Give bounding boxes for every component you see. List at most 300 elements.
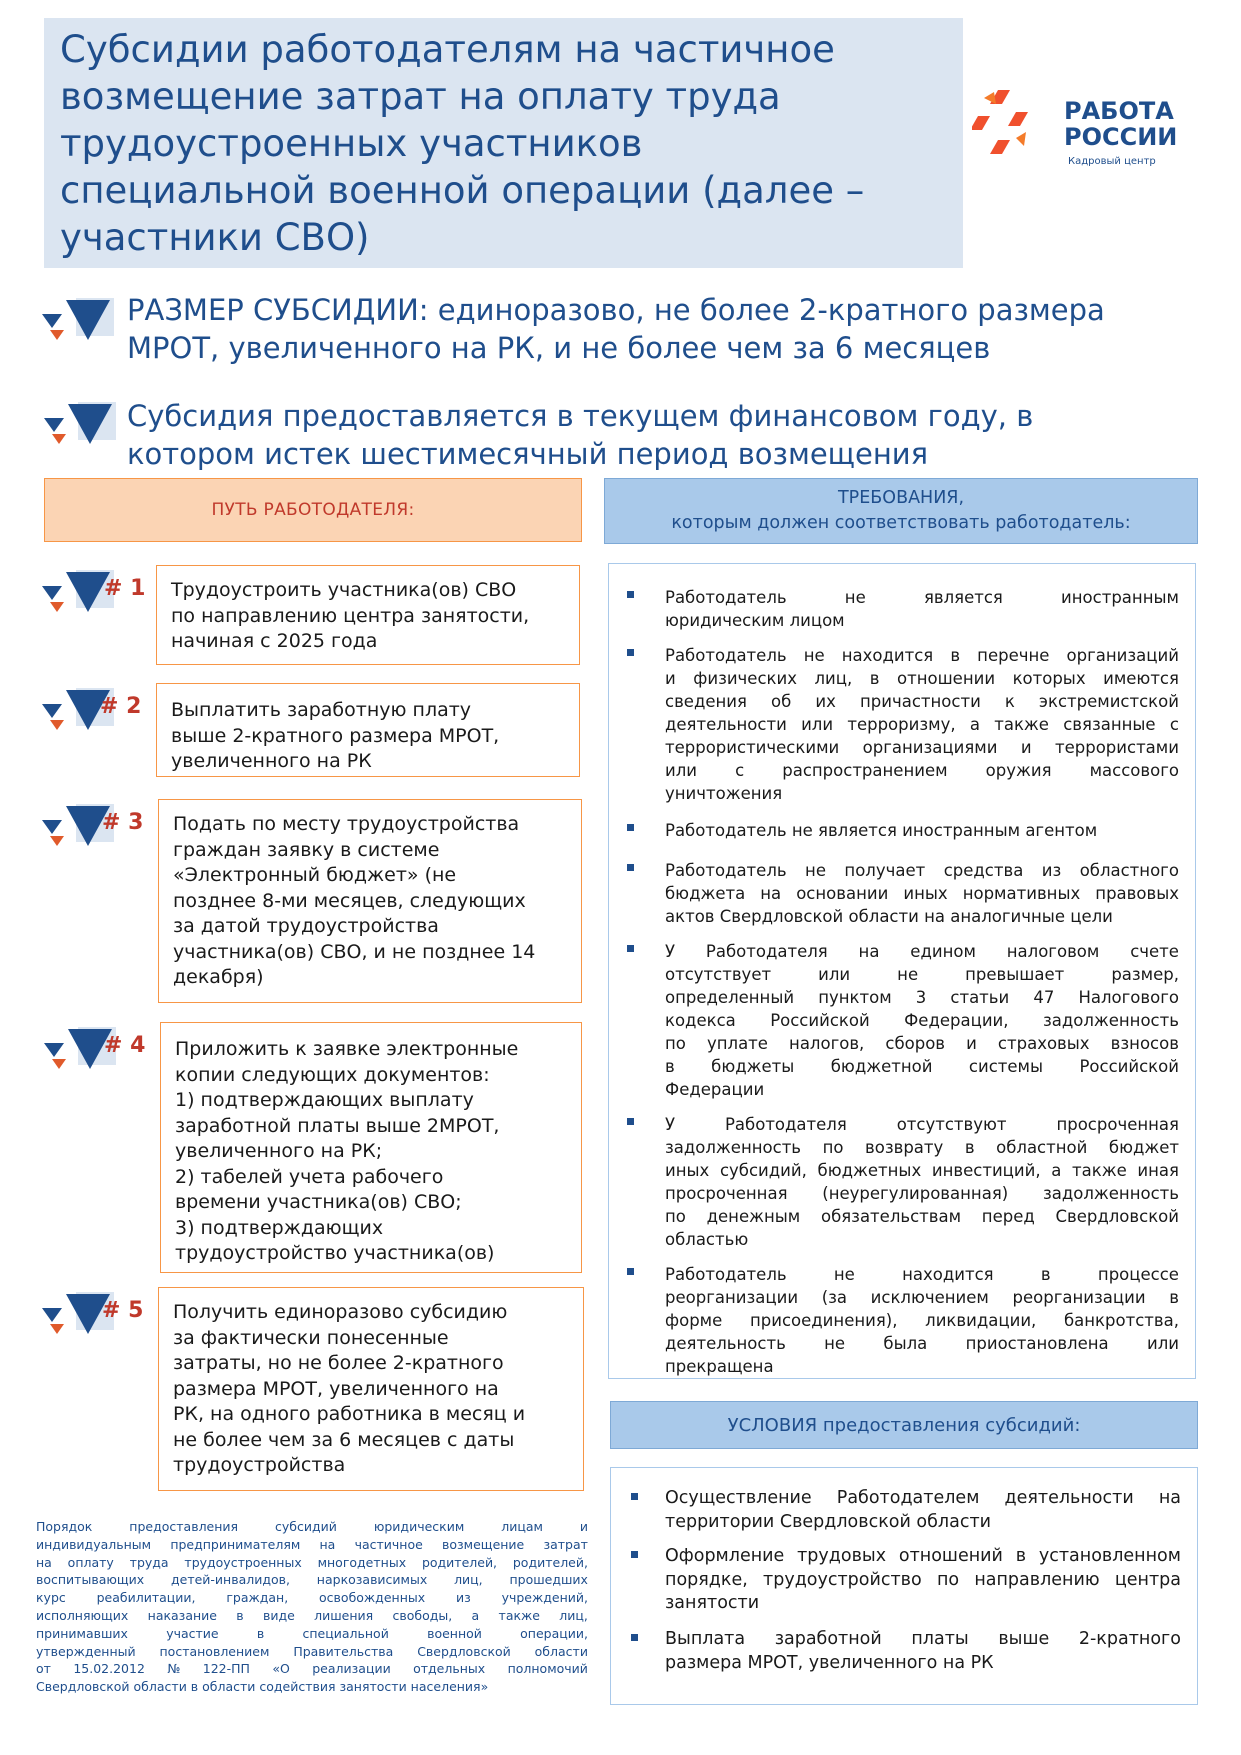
word: правовых: [1095, 884, 1179, 903]
word: области: [534, 1643, 588, 1659]
word: с: [1169, 715, 1179, 734]
word: воспитывающих: [36, 1572, 145, 1588]
step-text-line: Подать по месту трудоустройства: [173, 813, 520, 835]
word: Работодатель: [665, 861, 787, 880]
footnote-line: Свердловской области в области содействия занятости населения»: [36, 1679, 489, 1695]
word: на: [319, 1536, 336, 1552]
footnote-line: [36, 1607, 588, 1625]
footnote-line: [36, 1625, 588, 1643]
word: родителей,: [512, 1554, 588, 1570]
word: по: [936, 1569, 960, 1590]
list-item: [627, 859, 1179, 928]
word: 2-кратного: [1078, 1629, 1181, 1649]
word: наркозависимых: [316, 1572, 428, 1588]
list-item: [627, 644, 1179, 805]
requirement-text-line: [665, 736, 1179, 759]
word: страховых: [997, 1034, 1090, 1053]
word: массового: [1089, 761, 1179, 780]
requirement-text-line: прекращена: [665, 1357, 774, 1376]
word: У: [665, 942, 676, 961]
requirement-text-line: [665, 644, 1179, 667]
word: также: [498, 1607, 540, 1623]
requirement-text-line: [665, 1136, 1179, 1159]
bullet-icon: [627, 1118, 634, 1125]
word: трудоустроенных: [184, 1554, 302, 1570]
word: Порядок: [36, 1519, 93, 1534]
step-number: # 5: [102, 1298, 144, 1323]
word: с: [735, 761, 745, 780]
step-text-line: не более чем за 6 месяцев с даты: [173, 1428, 515, 1451]
word: на: [760, 884, 782, 903]
requirement-text-line: уничтожения: [665, 784, 783, 803]
word: бюджетной: [830, 1057, 933, 1076]
title-line: Субсидии работодателям на частичное: [60, 27, 835, 71]
list-item: [627, 940, 1179, 1101]
condition-text-line: [665, 1487, 1181, 1511]
word: 122-ПП: [202, 1661, 250, 1677]
word: в: [869, 669, 880, 688]
bullet-icon: [631, 1551, 638, 1558]
step-number: # 2: [100, 694, 142, 719]
word: реорганизации: [665, 1288, 799, 1307]
word: к: [1004, 692, 1015, 711]
word: возмещение: [442, 1536, 525, 1552]
word: находится: [902, 1265, 994, 1284]
requirements-header-subtitle: которым должен соответствовать работодатель:: [671, 513, 1131, 533]
word: физических: [693, 669, 797, 688]
requirement-text-line: [665, 986, 1179, 1009]
word: которых: [1012, 669, 1086, 688]
word: или: [665, 761, 697, 780]
word: по: [665, 1207, 686, 1226]
step-text-line: граждан заявку в системе: [173, 838, 440, 861]
step-text-line: позднее 8-ми месяцев, следующих: [173, 889, 526, 912]
word: иных: [665, 1161, 710, 1180]
word: индивидуальным: [36, 1536, 152, 1552]
word: средства: [943, 861, 1024, 880]
requirement-text-line: юридическим лицом: [665, 611, 845, 630]
word: не: [803, 646, 825, 665]
word: в: [256, 1625, 265, 1641]
step-text-line: Приложить к заявке электронные: [175, 1038, 519, 1060]
word: по: [822, 1138, 844, 1157]
word: Федерации,: [904, 1011, 1009, 1030]
word: террористами: [1055, 738, 1179, 757]
logo: [972, 78, 1192, 173]
word: основании: [796, 884, 889, 903]
word: Выплата: [665, 1629, 746, 1649]
word: исполняющих: [36, 1607, 129, 1623]
requirement-text-line: актов Свердловской области на аналогичные цели: [665, 907, 1113, 926]
requirement-text-line: [665, 586, 1179, 609]
word: в: [1169, 1288, 1179, 1307]
footnote-line: [36, 1554, 588, 1572]
word: Свердловской: [1055, 1207, 1179, 1226]
step-card: [158, 799, 582, 1003]
word: отсутствуют: [896, 1115, 1007, 1134]
word: ликвидации,: [925, 1311, 1037, 1330]
word: Налогового: [1078, 988, 1179, 1007]
bullet-icon: [631, 1634, 638, 1641]
word: инвестиций,: [931, 1161, 1041, 1180]
word: затрат: [543, 1536, 588, 1552]
triangle-marker-icon: [42, 400, 118, 452]
subsidy-size-line: МРОТ, увеличенного на РК, и не более чем за 6 месяцев: [127, 331, 991, 365]
word: из: [1041, 861, 1062, 880]
word: курс: [36, 1590, 66, 1606]
word: оружия: [985, 761, 1052, 780]
step-card: [158, 1287, 584, 1491]
word: освобожденных: [319, 1590, 426, 1606]
step-text-line: участника(ов) СВО, и не позднее 14: [173, 940, 536, 963]
requirement-text-line: [665, 882, 1179, 905]
word: труда: [129, 1554, 169, 1570]
step-number: # 3: [102, 810, 144, 835]
word: сведения: [665, 692, 747, 711]
word: организаций: [1066, 646, 1179, 665]
word: Работодатель: [665, 588, 787, 607]
step-text-line: копии следующих документов:: [175, 1063, 490, 1086]
requirement-text-line: [665, 1159, 1179, 1182]
word: отдельных: [413, 1661, 486, 1677]
requirement-text-line: областью: [665, 1230, 749, 1249]
word: распространением: [782, 761, 948, 780]
requirements-list: [608, 563, 1196, 1379]
requirement-text-line: [665, 667, 1179, 690]
bullet-icon: [627, 824, 634, 831]
footnote-line: [36, 1536, 588, 1554]
word: и: [665, 669, 676, 688]
subsidy-period-line: котором истек шестимесячный период возмещения: [127, 437, 929, 471]
triangle-marker-icon: [40, 296, 116, 348]
word: а: [471, 1607, 480, 1623]
word: порядке,: [665, 1569, 748, 1590]
requirement-text-line: [665, 1332, 1179, 1355]
word: из: [455, 1590, 471, 1606]
step-text-line: трудоустройство участника(ов): [175, 1242, 495, 1264]
word: бюджеты: [711, 1057, 795, 1076]
word: юридическим: [373, 1519, 465, 1534]
word: пунктом: [818, 988, 892, 1007]
step-text-line: за фактически понесенные: [173, 1326, 449, 1349]
word: и: [966, 1034, 977, 1053]
word: причастности: [859, 692, 981, 711]
word: обязательствам: [820, 1207, 962, 1226]
footnote-line: [36, 1660, 588, 1678]
step-text-line: 2) табелей учета рабочего: [175, 1165, 444, 1188]
word: субсидий,: [719, 1161, 807, 1180]
word: взносов: [1110, 1034, 1179, 1053]
word: не: [824, 1334, 846, 1353]
word: Оформление: [665, 1546, 785, 1566]
word: «О: [272, 1661, 290, 1677]
logo-subtitle: Кадровый центр: [1068, 156, 1156, 167]
title-line: трудоустроенных участников: [60, 121, 643, 165]
word: перед: [981, 1207, 1035, 1226]
word: постановлением: [159, 1643, 270, 1659]
step-text-line: 1) подтверждающих выплату: [175, 1089, 474, 1111]
word: иностранным: [1061, 588, 1179, 607]
word: выше: [998, 1629, 1050, 1649]
word: также: [1072, 1161, 1127, 1180]
requirement-text-line: [665, 1205, 1179, 1228]
word: имеются: [1103, 669, 1179, 688]
word: задолженность: [1042, 1184, 1179, 1203]
word: в: [665, 1057, 675, 1076]
requirement-text-line: [665, 1263, 1179, 1286]
step-text-line: Выплатить заработную плату: [171, 699, 472, 721]
word: Свердловской: [417, 1643, 511, 1659]
word: статьи: [950, 988, 1010, 1007]
word: специальной: [302, 1625, 389, 1641]
word: (неурегулированная): [822, 1184, 1009, 1203]
footnote-line: [36, 1589, 588, 1607]
word: деятельность: [665, 1334, 786, 1353]
word: родителей,: [421, 1554, 498, 1570]
word: задолженность: [1042, 1011, 1179, 1030]
requirement-text-line: [665, 859, 1179, 882]
rabota-rossii-star-icon: [972, 82, 1056, 162]
requirement-text-line: [665, 1113, 1179, 1136]
step-text-line: увеличенного на РК;: [175, 1140, 383, 1162]
word: бюджетных: [817, 1161, 922, 1180]
step-text-line: затраты, но не более 2-кратного: [173, 1352, 504, 1374]
requirements-header-title: ТРЕБОВАНИЯ,: [837, 488, 965, 508]
word: исключением: [870, 1288, 989, 1307]
word: учреждений,: [501, 1590, 588, 1606]
word: на: [858, 942, 880, 961]
word: просроченная: [1056, 1115, 1179, 1134]
word: предоставления: [129, 1519, 239, 1534]
word: детей-инвалидов,: [170, 1572, 290, 1588]
word: банкротства,: [1063, 1311, 1179, 1330]
word: субсидий: [275, 1519, 337, 1534]
word: центра: [1114, 1569, 1181, 1590]
word: форме: [665, 1311, 723, 1330]
word: Работодателя: [724, 1115, 847, 1134]
step-text-line: «Электронный бюджет» (не: [173, 864, 457, 886]
word: просроченная: [665, 1184, 788, 1203]
word: частичное: [354, 1536, 423, 1552]
word: об: [771, 692, 792, 711]
word: отношений: [898, 1546, 1003, 1566]
bullet-icon: [627, 591, 634, 598]
word: в: [236, 1607, 244, 1623]
word: бюджет: [1108, 1138, 1179, 1157]
word: едином: [910, 942, 976, 961]
word: задолженность: [665, 1138, 802, 1157]
word: виде: [262, 1607, 295, 1623]
word: терроризму,: [847, 715, 956, 734]
logo-name-line1: РАБОТА: [1064, 97, 1174, 125]
step-text-line: заработной платы выше 2МРОТ,: [175, 1114, 500, 1137]
word: деятельности: [1004, 1488, 1134, 1508]
word: денежным: [706, 1207, 801, 1226]
word: лиц,: [454, 1572, 483, 1588]
step-text-line: времени участника(ов) СВО;: [175, 1191, 462, 1213]
word: или: [818, 965, 851, 984]
word: направлению: [974, 1569, 1100, 1590]
bullet-icon: [627, 649, 634, 656]
list-item: [631, 1545, 1181, 1616]
word: Работодатель: [665, 646, 787, 665]
word: находится: [841, 646, 934, 665]
footnote: [36, 1518, 588, 1696]
requirement-text-line: [665, 690, 1179, 713]
step-text-line: РК, на одного работника в месяц и: [173, 1403, 526, 1425]
requirement-text-line: [665, 1009, 1179, 1032]
word: Работодателя: [705, 942, 828, 961]
word: в: [1015, 1546, 1027, 1566]
word: Работодателем: [836, 1488, 980, 1508]
requirement-text-line: [665, 1055, 1179, 1078]
requirement-text-line: [665, 1286, 1179, 1309]
word: не: [805, 861, 826, 880]
step-text-line: 3) подтверждающих: [175, 1216, 384, 1239]
step-number: # 1: [104, 576, 146, 601]
footnote-line: [36, 1518, 588, 1536]
word: прошедших: [509, 1572, 588, 1588]
title-line: специальной военной операции (далее –: [60, 168, 865, 212]
word: была: [883, 1334, 928, 1353]
footnote-line: [36, 1643, 588, 1661]
subsidy-period-line: Субсидия предоставляется в текущем финансовом году, в: [127, 399, 1034, 433]
word: нормативных: [962, 884, 1081, 903]
word: №: [167, 1661, 181, 1677]
word: процессе: [1097, 1265, 1179, 1284]
word: платы: [911, 1629, 969, 1649]
word: не: [844, 588, 866, 607]
bullet-icon: [627, 864, 634, 871]
word: от: [36, 1661, 51, 1677]
word: Правительства: [293, 1643, 394, 1659]
word: на: [36, 1554, 52, 1570]
employer-path-header: ПУТЬ РАБОТОДАТЕЛЯ:: [44, 478, 582, 542]
word: кодекса: [665, 1011, 736, 1030]
condition-text-line: [665, 1545, 1181, 1569]
word: реализации: [312, 1661, 391, 1677]
word: или: [1146, 1334, 1179, 1353]
bullet-icon: [627, 945, 634, 952]
word: операции,: [520, 1625, 588, 1641]
word: 3: [915, 988, 927, 1007]
word: 47: [1033, 988, 1055, 1007]
condition-text-line: территории Свердловской области: [665, 1511, 992, 1532]
subsidy-size-line: РАЗМЕР СУБСИДИИ: единоразово, не более 2-кратного размера: [127, 293, 1105, 327]
requirement-text-line: [665, 963, 1179, 986]
word: трудоустройство: [763, 1569, 922, 1590]
word: налоговом: [1006, 942, 1100, 961]
list-item: [627, 819, 1179, 842]
word: перечне: [977, 646, 1050, 665]
word: бюджета: [665, 884, 746, 903]
title-line: участники СВО): [60, 215, 370, 259]
word: в: [950, 646, 961, 665]
word: по: [665, 1034, 686, 1053]
condition-text-line: занятости: [665, 1593, 760, 1613]
word: лишения: [314, 1607, 374, 1623]
word: их: [815, 692, 836, 711]
word: организациями: [862, 738, 998, 757]
step-card: [156, 683, 580, 777]
logo-name-line2: РОССИИ: [1064, 123, 1178, 151]
word: или: [801, 715, 834, 734]
step-text-line: Получить единоразово субсидию: [173, 1301, 508, 1323]
word: иная: [1137, 1161, 1179, 1180]
word: военной: [427, 1625, 482, 1641]
word: возврату: [865, 1138, 944, 1157]
condition-text-line: [665, 1628, 1181, 1652]
list-item: [627, 1263, 1179, 1378]
title-line: возмещение затрат на оплату труда: [60, 74, 781, 118]
word: системы: [968, 1057, 1044, 1076]
word: сборов: [885, 1034, 946, 1053]
requirement-text-line: [665, 1309, 1179, 1332]
step-text-line: увеличенного на РК: [171, 750, 372, 772]
step-text-line: размера МРОТ, увеличенного на: [173, 1377, 499, 1400]
word: Осуществление: [665, 1488, 812, 1508]
word: не: [833, 1265, 855, 1284]
word: У: [665, 1115, 676, 1134]
word: лиц,: [559, 1607, 588, 1623]
word: свободы,: [392, 1607, 453, 1623]
word: Работодатель: [665, 1265, 787, 1284]
word: 15.02.2012: [73, 1661, 145, 1677]
step-card: [156, 565, 580, 665]
word: Российской: [1079, 1057, 1179, 1076]
word: граждан,: [226, 1590, 289, 1606]
requirement-text-line: Работодатель не является иностранным агентом: [665, 821, 1098, 840]
word: предпринимателям: [170, 1536, 301, 1552]
step-text-line: Трудоустроить участника(ов) СВО: [171, 579, 517, 601]
step-text-line: трудоустройства: [173, 1454, 346, 1476]
word: а: [1051, 1161, 1062, 1180]
word: получает: [844, 861, 926, 880]
word: является: [923, 588, 1003, 607]
word: принимавших: [36, 1625, 128, 1641]
list-item: [631, 1487, 1181, 1534]
footnote-line: [36, 1571, 588, 1589]
word: лиц,: [814, 669, 853, 688]
bullet-icon: [627, 1268, 634, 1275]
word: отсутствует: [665, 965, 772, 984]
step-card: [160, 1022, 582, 1273]
word: не: [897, 965, 919, 984]
word: наказание: [147, 1607, 217, 1623]
word: экстремистской: [1038, 692, 1179, 711]
word: превышает: [965, 965, 1065, 984]
word: утвержденный: [36, 1643, 136, 1659]
requirement-text-line: [665, 940, 1179, 963]
step-text-line: выше 2-кратного размера МРОТ,: [171, 724, 500, 747]
bullet-icon: [631, 1493, 638, 1500]
word: заработной: [774, 1629, 882, 1649]
word: на: [1158, 1488, 1181, 1508]
word: Российской: [770, 1011, 870, 1030]
word: приостановлена: [965, 1334, 1109, 1353]
condition-text-line: размера МРОТ, увеличенного на РК: [665, 1652, 994, 1673]
word: размер,: [1111, 965, 1179, 984]
word: областной: [996, 1138, 1088, 1157]
requirement-text-line: Федерации: [665, 1080, 765, 1099]
list-item: [627, 1113, 1179, 1251]
word: оплату: [67, 1554, 114, 1570]
requirement-text-line: [665, 1182, 1179, 1205]
list-item: [631, 1628, 1181, 1675]
step-text-line: по направлению центра занятости,: [171, 604, 530, 627]
word: реабилитации,: [96, 1590, 196, 1606]
word: участие: [166, 1625, 219, 1641]
